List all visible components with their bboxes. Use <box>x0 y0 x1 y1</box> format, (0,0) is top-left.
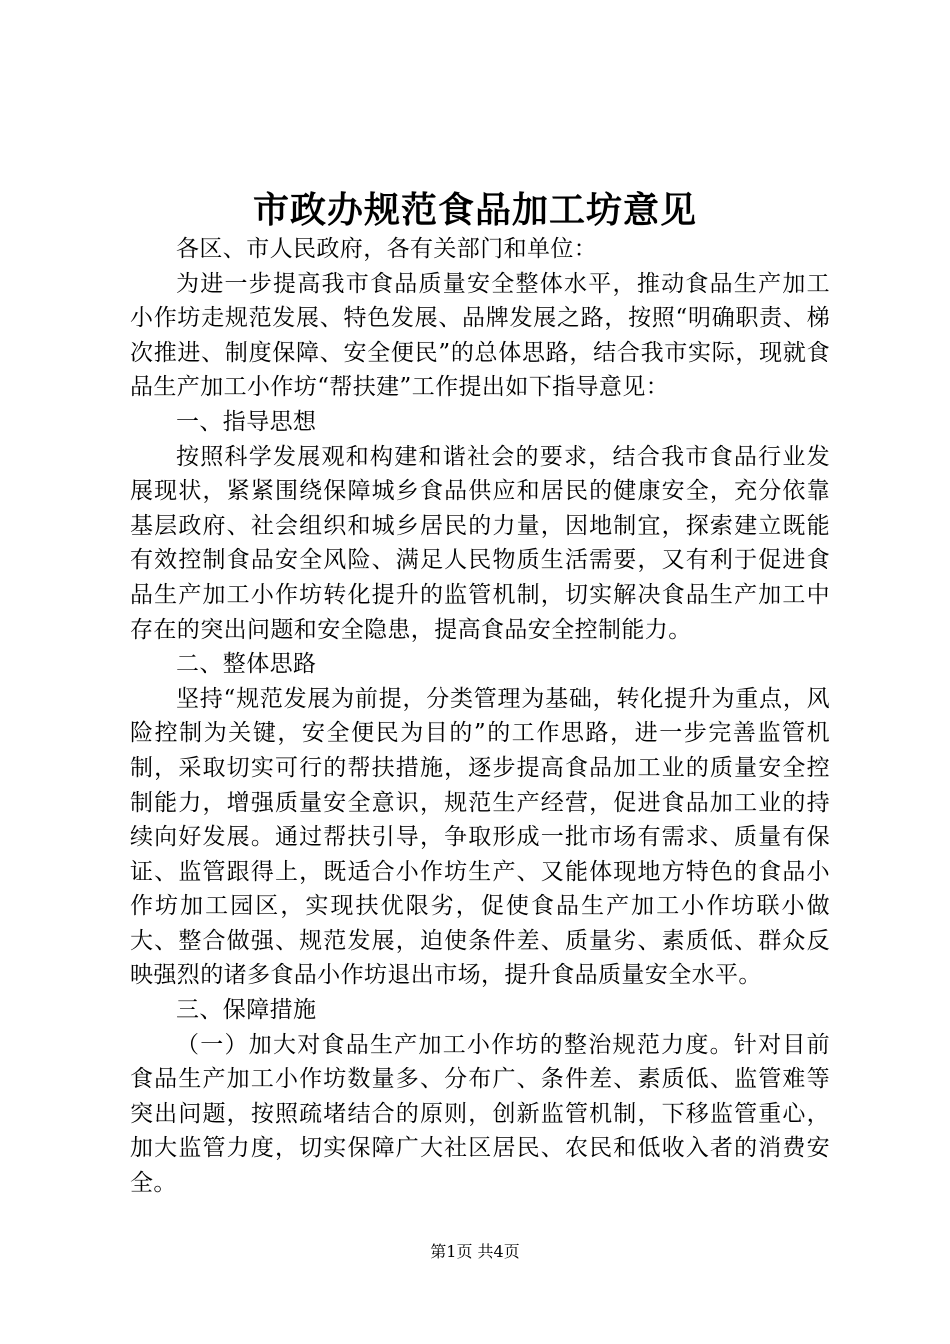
page-number-footer: 第1页 共4页 <box>430 1242 520 1261</box>
section-heading-safeguards: 三、保障措施 <box>176 997 317 1024</box>
salutation: 各区、市人民政府，各有关部门和单位： <box>176 236 598 262</box>
section-heading-guiding-thought: 一、指导思想 <box>176 408 317 435</box>
overall-approach-paragraph: 坚持“规范发展为前提，分类管理为基础，转化提升为重点，风险控制为关键，安全便民为目的”的工作思路，进一步完善监管机制，采取切实可行的帮扶措施，逐步提高食品加工业的质量安全控制能力，增强质量安全意识，规范生产经营，促进食品加工业的持续向好发展。通过帮扶引导，争取形成一批市场有需求、质量有保证、监管跟得上，既适合小作坊生产、又能体现地方特色的食品小作坊加工园区，实现扶优限劣，促使食品生产加工小作坊联小做大、整合做强、规范发展，迫使条件差、质量劣、素质低、群众反映强烈的诸多食品小作坊退出市场，提升食品质量安全水平。 <box>130 685 830 989</box>
document-title: 市政办规范食品加工坊意见 <box>252 189 697 231</box>
guiding-thought-paragraph: 按照科学发展观和构建和谐社会的要求，结合我市食品行业发展现状，紧紧围绕保障城乡食品供应和居民的健康安全，充分依靠基层政府、社会组织和城乡居民的力量，因地制宜，探索建立既能有效控制食品安全风险、满足人民物质生活需要，又有利于促进食品生产加工小作坊转化提升的监管机制，切实解决食品生产加工中存在的突出问题和安全隐患，提高食品安全控制能力。 <box>130 443 830 643</box>
section-heading-overall-approach: 二、整体思路 <box>176 651 317 678</box>
safeguard-item-1-paragraph: （一）加大对食品生产加工小作坊的整治规范力度。针对目前食品生产加工小作坊数量多、分布广、条件差、素质低、监管难等突出问题，按照疏堵结合的原则，创新监管机制，下移监管重心，加大监管力度，切实保障广大社区居民、农民和低收入者的消费安全。 <box>130 1031 830 1197</box>
intro-paragraph: 为进一步提高我市食品质量安全整体水平，推动食品生产加工小作坊走规范发展、特色发展、品牌发展之路，按照“明确职责、梯次推进、制度保障、安全便民”的总体思路，结合我市实际，现就食品生产加工小作坊“帮扶建”工作提出如下指导意见： <box>130 270 830 401</box>
document-body <box>130 232 830 1201</box>
